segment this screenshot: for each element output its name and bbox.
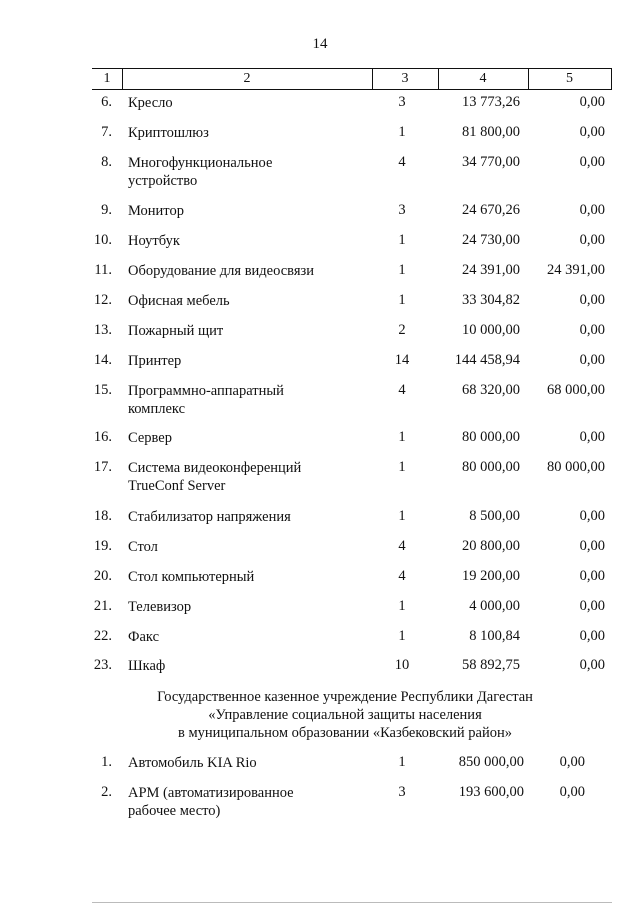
row-number: 17. bbox=[93, 459, 112, 475]
item-name: Программно-аппаратный комплекс bbox=[128, 383, 284, 417]
institution-heading bbox=[80, 688, 610, 742]
item-quantity: 3 bbox=[398, 202, 406, 218]
item-residual: 0,00 bbox=[579, 232, 605, 248]
item-quantity: 1 bbox=[398, 628, 406, 644]
item-cost: 193 600,00 bbox=[458, 784, 524, 800]
item-name: Факс bbox=[128, 629, 160, 645]
item-name: Многофункциональное устройство bbox=[128, 155, 273, 189]
item-quantity: 4 bbox=[398, 382, 406, 398]
row-number: 6. bbox=[101, 94, 112, 110]
item-cost: 13 773,26 bbox=[462, 94, 520, 110]
item-quantity: 1 bbox=[398, 429, 406, 445]
item-name: Система видеоконференций TrueConf Server bbox=[128, 460, 302, 494]
item-cost: 8 100,84 bbox=[469, 628, 520, 644]
row-number: 18. bbox=[93, 508, 112, 524]
item-name: Оборудование для видеосвязи bbox=[128, 263, 314, 279]
header-cell-4: 4 bbox=[479, 71, 487, 86]
item-cost: 80 000,00 bbox=[462, 429, 520, 445]
row-number: 9. bbox=[101, 202, 112, 218]
column-divider bbox=[611, 69, 612, 89]
item-residual: 0,00 bbox=[579, 568, 605, 584]
item-residual: 0,00 bbox=[579, 657, 605, 673]
item-name: Шкаф bbox=[128, 658, 166, 674]
item-residual: 0,00 bbox=[579, 154, 605, 170]
header-cell-2: 2 bbox=[243, 71, 251, 86]
bottom-rule bbox=[92, 902, 612, 903]
item-residual: 0,00 bbox=[579, 538, 605, 554]
item-residual: 24 391,00 bbox=[547, 262, 605, 278]
item-quantity: 1 bbox=[398, 232, 406, 248]
item-residual: 0,00 bbox=[579, 429, 605, 445]
item-cost: 58 892,75 bbox=[462, 657, 520, 673]
row-number: 23. bbox=[93, 657, 112, 673]
item-residual: 0,00 bbox=[559, 784, 585, 800]
item-quantity: 1 bbox=[398, 459, 406, 475]
item-quantity: 3 bbox=[398, 94, 406, 110]
header-cell-5: 5 bbox=[566, 71, 573, 86]
row-number: 7. bbox=[101, 124, 112, 140]
item-quantity: 4 bbox=[398, 538, 406, 554]
item-quantity: 3 bbox=[398, 784, 406, 800]
item-cost: 4 000,00 bbox=[469, 598, 520, 614]
item-residual: 0,00 bbox=[579, 292, 605, 308]
item-quantity: 10 bbox=[394, 657, 410, 673]
page-number: 14 bbox=[312, 36, 328, 52]
item-residual: 0,00 bbox=[579, 628, 605, 644]
item-quantity: 2 bbox=[398, 322, 406, 338]
item-quantity: 1 bbox=[398, 124, 406, 140]
item-residual: 0,00 bbox=[579, 598, 605, 614]
item-quantity: 14 bbox=[394, 352, 410, 368]
item-name: Ноутбук bbox=[128, 233, 180, 249]
item-name: Стабилизатор напряжения bbox=[128, 509, 291, 525]
item-residual: 68 000,00 bbox=[547, 382, 605, 398]
row-number: 16. bbox=[93, 429, 112, 445]
header-cell-3: 3 bbox=[401, 71, 409, 86]
item-name: Сервер bbox=[128, 430, 172, 446]
item-cost: 81 800,00 bbox=[462, 124, 520, 140]
item-name: Монитор bbox=[128, 203, 184, 219]
item-name: Офисная мебель bbox=[128, 293, 230, 309]
item-residual: 0,00 bbox=[579, 94, 605, 110]
row-number: 2. bbox=[101, 784, 112, 800]
item-residual: 0,00 bbox=[579, 352, 605, 368]
item-cost: 850 000,00 bbox=[458, 754, 524, 770]
institution-heading-line: в муниципальном образовании «Казбековский район» bbox=[177, 725, 512, 741]
item-quantity: 1 bbox=[398, 754, 406, 770]
item-cost: 10 000,00 bbox=[462, 322, 520, 338]
row-number: 11. bbox=[94, 262, 112, 278]
item-residual: 0,00 bbox=[579, 508, 605, 524]
row-number: 12. bbox=[93, 292, 112, 308]
item-quantity: 1 bbox=[398, 262, 406, 278]
row-number: 14. bbox=[93, 352, 112, 368]
table-header bbox=[92, 68, 612, 90]
item-cost: 144 458,94 bbox=[454, 352, 520, 368]
item-name: Принтер bbox=[128, 353, 182, 369]
item-cost: 24 391,00 bbox=[462, 262, 520, 278]
item-name: Кресло bbox=[128, 95, 173, 111]
row-number: 15. bbox=[93, 382, 112, 398]
header-cell-1: 1 bbox=[103, 71, 111, 86]
row-number: 1. bbox=[101, 754, 112, 770]
item-name: Стол компьютерный bbox=[128, 569, 255, 585]
item-name: Пожарный щит bbox=[128, 323, 224, 339]
row-number: 10. bbox=[93, 232, 112, 248]
item-residual: 80 000,00 bbox=[547, 459, 605, 475]
item-cost: 34 770,00 bbox=[462, 154, 520, 170]
item-cost: 24 730,00 bbox=[462, 232, 520, 248]
institution-heading-line: «Управление социальной защиты населения bbox=[208, 707, 482, 723]
institution-heading-line: Государственное казенное учреждение Республики Дагестан bbox=[157, 689, 533, 705]
row-number: 8. bbox=[101, 154, 112, 170]
item-quantity: 4 bbox=[398, 568, 406, 584]
item-cost: 80 000,00 bbox=[462, 459, 520, 475]
item-name: АРМ (автоматизированное рабочее место) bbox=[128, 785, 294, 819]
item-cost: 20 800,00 bbox=[462, 538, 520, 554]
item-residual: 0,00 bbox=[579, 202, 605, 218]
item-residual: 0,00 bbox=[579, 322, 605, 338]
item-name: Телевизор bbox=[128, 599, 192, 615]
item-cost: 33 304,82 bbox=[462, 292, 520, 308]
item-name: Автомобиль KIA Rio bbox=[128, 755, 257, 771]
item-cost: 19 200,00 bbox=[462, 568, 520, 584]
item-cost: 68 320,00 bbox=[462, 382, 520, 398]
row-number: 21. bbox=[93, 598, 112, 614]
item-quantity: 1 bbox=[398, 598, 406, 614]
row-number: 19. bbox=[93, 538, 112, 554]
item-cost: 8 500,00 bbox=[469, 508, 520, 524]
item-name: Стол bbox=[128, 539, 158, 555]
item-name: Криптошлюз bbox=[128, 125, 209, 141]
item-quantity: 1 bbox=[398, 508, 406, 524]
item-cost: 24 670,26 bbox=[462, 202, 520, 218]
row-number: 13. bbox=[93, 322, 112, 338]
row-number: 20. bbox=[93, 568, 112, 584]
item-residual: 0,00 bbox=[559, 754, 585, 770]
item-residual: 0,00 bbox=[579, 124, 605, 140]
row-number: 22. bbox=[93, 628, 112, 644]
item-quantity: 1 bbox=[398, 292, 406, 308]
item-quantity: 4 bbox=[398, 154, 406, 170]
